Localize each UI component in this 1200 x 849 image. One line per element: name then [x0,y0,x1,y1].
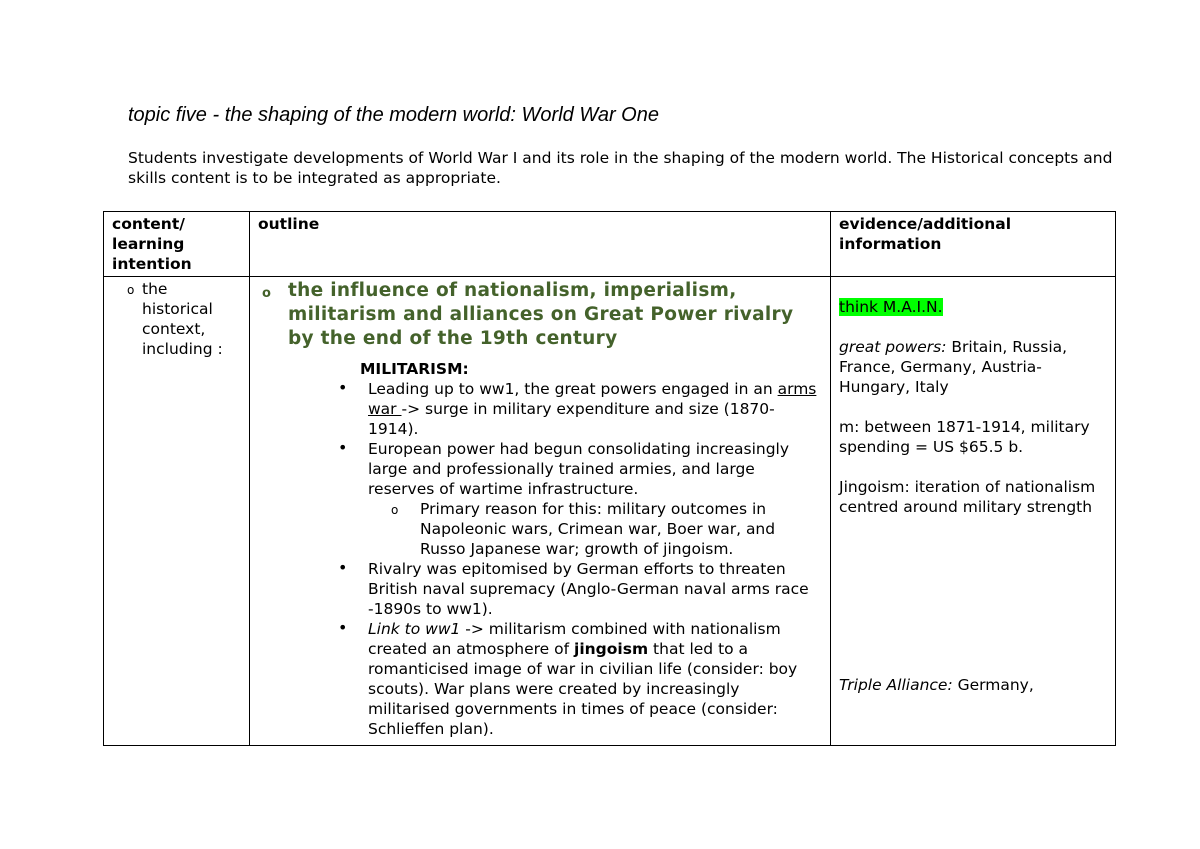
content-cell [104,277,250,746]
outline-cell [250,277,831,746]
circle-bullet-icon: o [262,286,272,301]
great-powers-note [839,337,1107,397]
bullet-text: Primary reason for this: military outcomes in Napoleonic wars, Crimean war, Boer war, and Russo Japanese war; growth of jingoism. [420,500,776,558]
note-text: Britain, Russia, France, Germany, Austria-Hungary, Italy [839,338,1068,396]
bullet-text: -> surge in military expenditure and size (1870-1914). [368,400,775,438]
intro-paragraph: Students investigate developments of World War I and its role in the shaping of the modern world. The Historical concepts and skills content is to be integrated as appropriate. [128,149,1113,187]
topic-heading [258,279,822,351]
bullet-text: Rivalry was epitomised by German efforts to threaten British naval supremacy (Anglo-German naval arms race -1890s to ww1). [368,560,809,618]
bullet-text: Leading up to ww1, the great powers engaged in an [368,380,778,398]
list-item [258,439,822,499]
list-item [258,379,822,439]
triple-alliance-note [839,675,1107,695]
circle-bullet-icon: o [127,283,135,297]
circle-bullet-icon: o [391,503,399,517]
note-label: Triple Alliance: [839,676,953,694]
dot-bullet-icon: • [338,558,348,577]
highlight-text: think M.A.I.N. [839,298,943,316]
sub-list-item [258,499,822,559]
note-label: great powers: [839,338,947,356]
evidence-cell [831,277,1116,746]
table-header-row [104,212,1116,277]
header-evidence: evidence/additional information [831,212,1116,277]
military-spending-note: m: between 1871-1914, military spending = US $65.5 b. [839,418,1090,456]
note-text: Germany, [952,676,1034,694]
dot-bullet-icon: • [338,378,348,397]
content-item [112,279,241,359]
underlined-term: arms war [368,380,817,418]
dot-bullet-icon: • [338,618,348,637]
list-item [258,559,822,619]
list-item [258,619,822,739]
header-content: content/ learning intention [104,212,250,277]
dot-bullet-icon: • [338,438,348,457]
bold-term: jingoism [574,640,649,658]
header-outline: outline [250,212,831,277]
bullet-text: that led to a romanticised image of war in civilian life (consider: boy scouts). War plans were created by increasingly militarised governments in times of peace (consider: Schlieffen plan). [368,640,798,738]
content-table [103,211,1116,746]
bullet-text: European power had begun consolidating increasingly large and professionally trained armies, and large reserves of wartime infrastructure. [368,440,790,498]
section-heading: MILITARISM: [360,360,469,378]
jingoism-note: Jingoism: iteration of nationalism centred around military strength [839,478,1096,516]
bullet-text: -> militarism combined with nationalism created an atmosphere of [368,620,781,658]
page-title: topic five - the shaping of the modern world: World War One [128,104,659,126]
topic-text: the influence of nationalism, imperialism, militarism and alliances on Great Power rivalry by the end of the 19th century [288,280,794,349]
content-item-text: the historical context, including : [142,280,223,358]
table-row [104,277,1116,746]
italic-link-text: Link to ww1 [368,620,461,638]
